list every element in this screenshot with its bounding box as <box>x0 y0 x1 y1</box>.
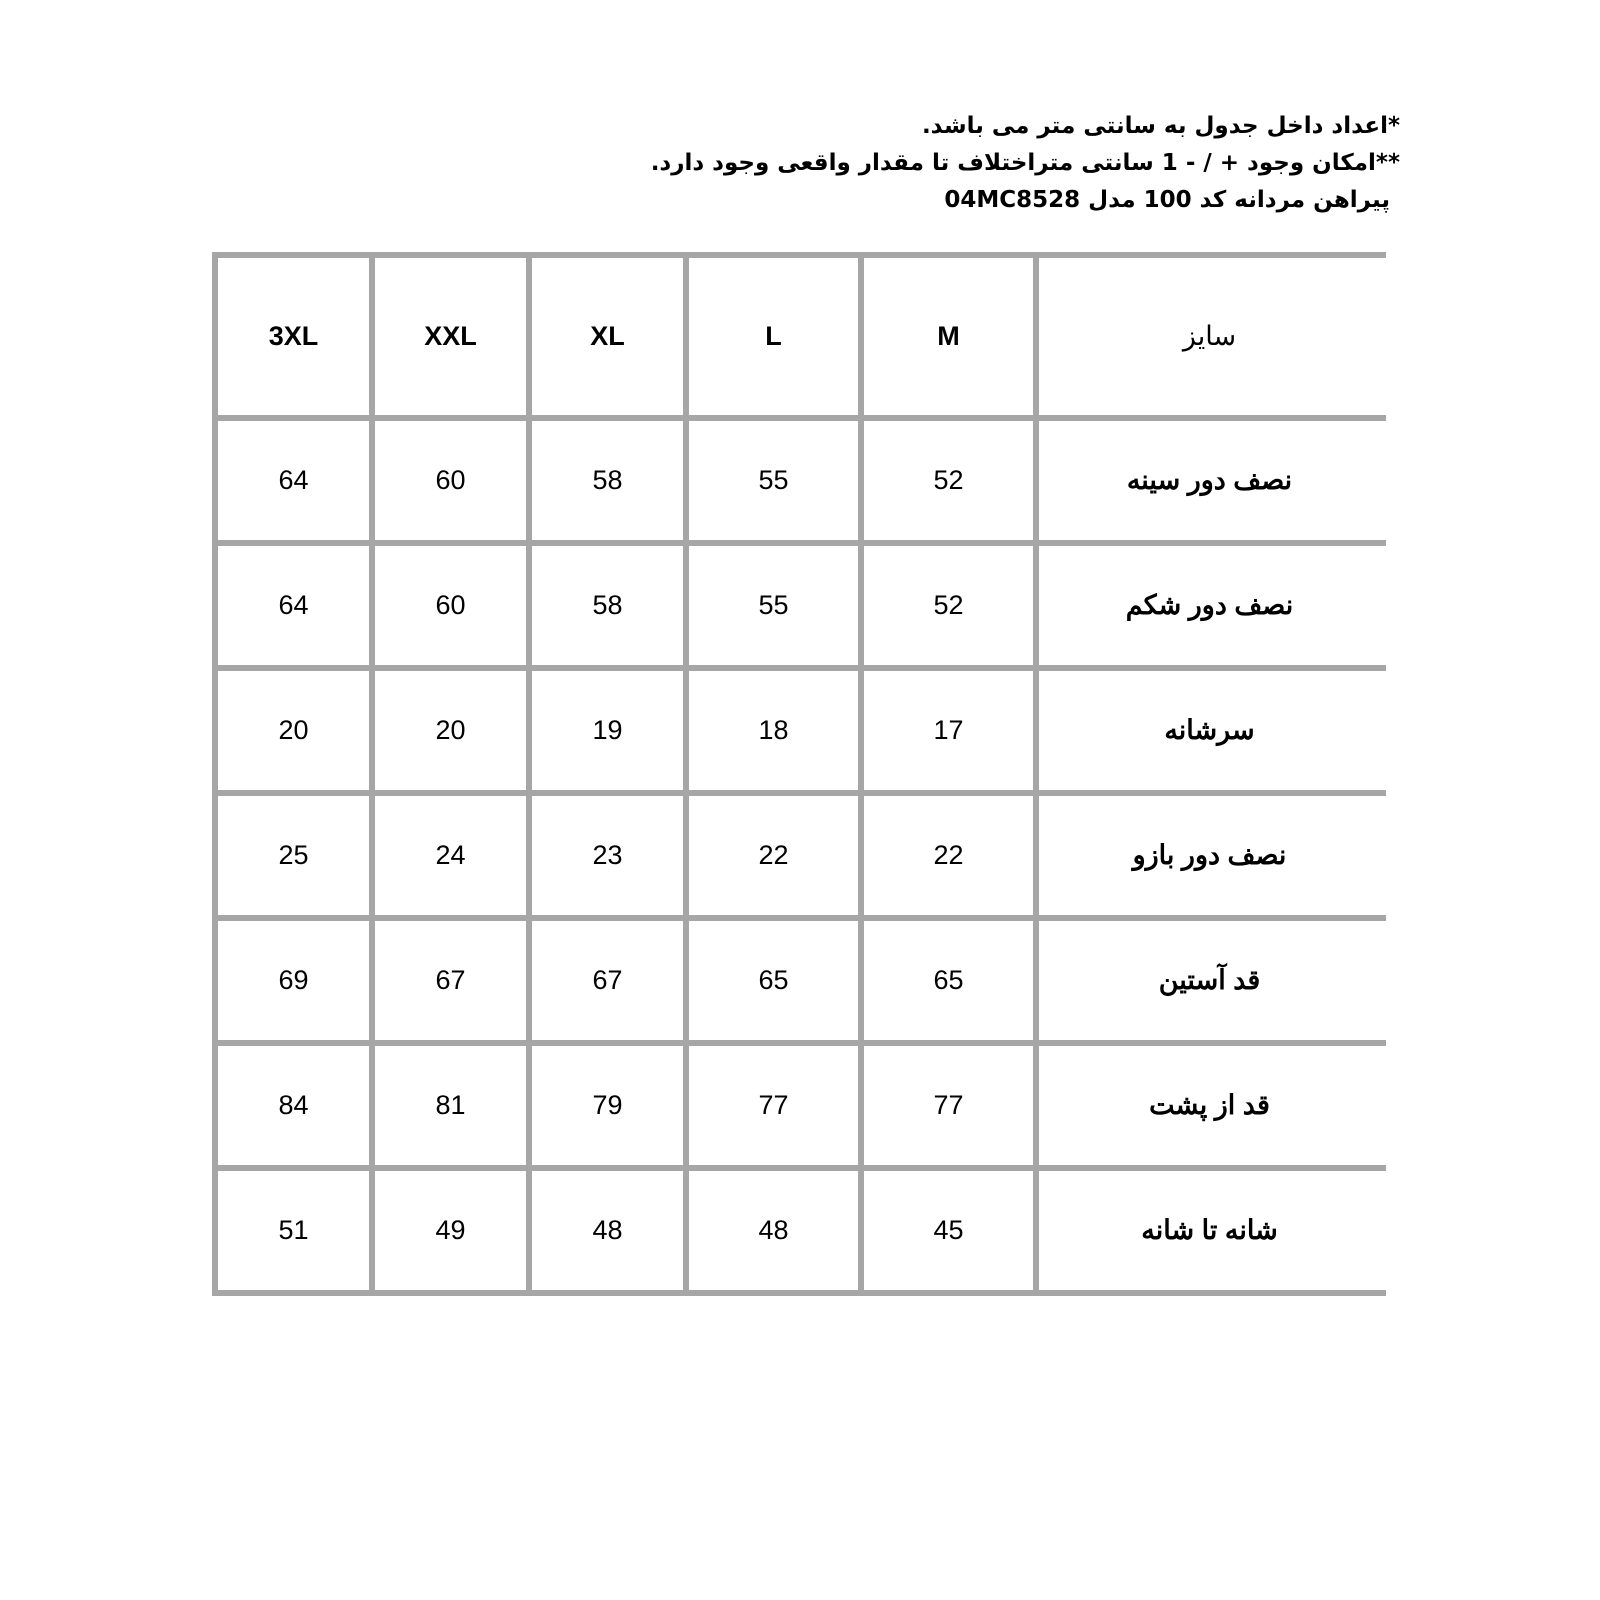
table-cell: 55 <box>686 543 861 668</box>
table-row <box>215 1043 1386 1168</box>
row-label: قد از پشت <box>1036 1043 1386 1168</box>
table-cell: 84 <box>215 1043 372 1168</box>
unit-note: *اعداد داخل جدول به سانتی متر می باشد. <box>921 113 1400 139</box>
table-cell: 20 <box>372 668 529 793</box>
table-cell: 22 <box>861 793 1036 918</box>
table-cell: 60 <box>372 543 529 668</box>
table-cell: 77 <box>861 1043 1036 1168</box>
table-cell: 51 <box>215 1168 372 1293</box>
table-row <box>215 418 1386 543</box>
table-cell: 79 <box>529 1043 686 1168</box>
table-cell: 81 <box>372 1043 529 1168</box>
table-row <box>215 668 1386 793</box>
table-row <box>215 543 1386 668</box>
size-header-xxl: XXL <box>372 255 529 418</box>
table-cell: 49 <box>372 1168 529 1293</box>
table-row <box>215 793 1386 918</box>
size-chart-table <box>212 252 1386 1296</box>
table-cell: 58 <box>529 418 686 543</box>
size-header-m: M <box>861 255 1036 418</box>
row-label: شانه تا شانه <box>1036 1168 1386 1293</box>
table-cell: 64 <box>215 418 372 543</box>
table-cell: 23 <box>529 793 686 918</box>
size-corner-label: سایز <box>1036 255 1386 418</box>
row-label: قد آستین <box>1036 918 1386 1043</box>
tolerance-note: **امکان وجود + / - 1 سانتی متراختلاف تا مقدار واقعی وجود دارد. <box>650 150 1400 176</box>
row-label: نصف دور بازو <box>1036 793 1386 918</box>
table-header-row <box>215 255 1386 418</box>
table-row <box>215 1168 1386 1293</box>
size-header-xl: XL <box>529 255 686 418</box>
table-cell: 58 <box>529 543 686 668</box>
table-cell: 67 <box>372 918 529 1043</box>
row-label: نصف دور سینه <box>1036 418 1386 543</box>
table-cell: 64 <box>215 543 372 668</box>
size-header-3xl: 3XL <box>215 255 372 418</box>
size-header-l: L <box>686 255 861 418</box>
table-cell: 52 <box>861 543 1036 668</box>
product-model-title: پیراهن مردانه کد 100 مدل 04MC8528 <box>944 187 1390 213</box>
table-cell: 17 <box>861 668 1036 793</box>
table-cell: 65 <box>686 918 861 1043</box>
table-cell: 67 <box>529 918 686 1043</box>
table-cell: 20 <box>215 668 372 793</box>
table-cell: 45 <box>861 1168 1036 1293</box>
table-cell: 24 <box>372 793 529 918</box>
table-cell: 65 <box>861 918 1036 1043</box>
row-label: نصف دور شکم <box>1036 543 1386 668</box>
table-row <box>215 918 1386 1043</box>
table-cell: 19 <box>529 668 686 793</box>
row-label: سرشانه <box>1036 668 1386 793</box>
table-cell: 69 <box>215 918 372 1043</box>
table-cell: 22 <box>686 793 861 918</box>
size-chart-notes <box>580 108 1400 219</box>
table-cell: 77 <box>686 1043 861 1168</box>
table-cell: 48 <box>686 1168 861 1293</box>
table-cell: 25 <box>215 793 372 918</box>
table-cell: 55 <box>686 418 861 543</box>
table-cell: 48 <box>529 1168 686 1293</box>
table-cell: 60 <box>372 418 529 543</box>
table-cell: 52 <box>861 418 1036 543</box>
table-cell: 18 <box>686 668 861 793</box>
